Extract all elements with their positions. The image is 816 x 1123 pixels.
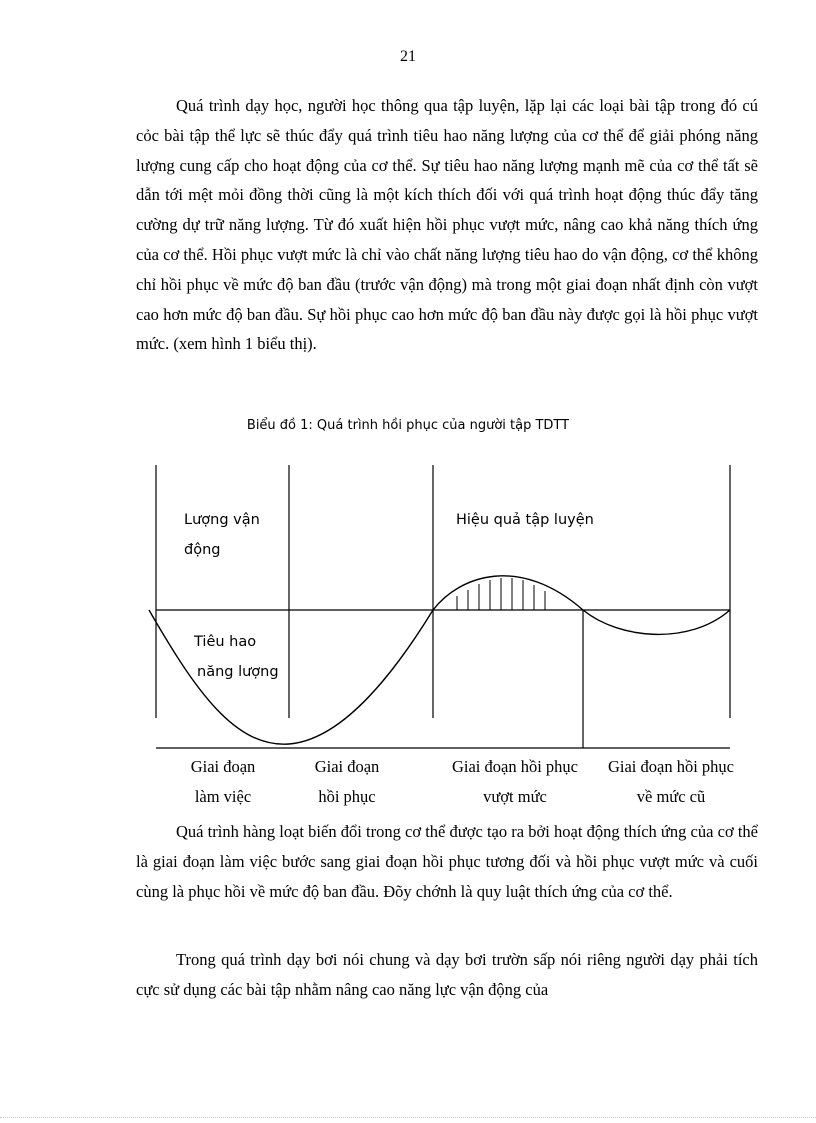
phase-work-line1: Giai đoạn xyxy=(190,757,256,776)
page-bottom-divider xyxy=(0,1117,816,1118)
phase-return-baseline-line1: Giai đoạn hồi phục xyxy=(607,757,734,776)
label-load-line2: động xyxy=(184,542,221,558)
phase-return-baseline xyxy=(586,752,756,812)
phase-recovery-line2: hồi phục xyxy=(318,787,376,806)
label-consume-line2: năng lượng xyxy=(197,664,279,680)
label-consume-line1: Tiêu hao xyxy=(194,634,257,650)
phase-return-baseline-line2: về mức cũ xyxy=(636,787,706,806)
phase-recovery-line1: Giai đoạn xyxy=(314,757,380,776)
phase-supercompensation xyxy=(430,752,600,812)
paragraph-3: Trong quá trình dạy bơi nói chung và dạy bơi trườn sấp nói riêng người dạy phải tích cực sử dụng các bài tập nhằm nâng cao năng lực vận động của xyxy=(136,950,758,999)
recovery-curve xyxy=(149,576,730,744)
phase-work-line2: làm việc xyxy=(194,787,252,806)
label-load-line1: Lượng vận xyxy=(184,512,260,528)
phase-supercompensation-line2: vượt mức xyxy=(483,787,547,806)
diagram-caption: Biểu đồ 1: Quá trình hồi phục của người tập TDTT xyxy=(246,418,570,433)
page-number: 21 xyxy=(400,48,416,65)
paragraph-2: Quá trình hàng loạt biến đổi trong cơ thể được tạo ra bởi hoạt động thích ứng của cơ thể là giai đoạn làm việc bước sang giai đoạn hồi phục tương đối và hồi phục vượt mức và cuối cùng là phục hồi về mức độ ban đầu. Đõy chớnh là quy luật thích ứng của cơ thể. xyxy=(136,822,758,901)
label-effect: Hiệu quả tập luyện xyxy=(456,512,594,528)
phase-supercompensation-line1: Giai đoạn hồi phục xyxy=(451,757,578,776)
phase-recovery xyxy=(262,752,432,812)
recovery-diagram xyxy=(0,450,816,750)
paragraph-1: Quá trình dạy học, người học thông qua tập luyện, lặp lại các loại bài tập trong đó cú cỏc bài tập thể lực sẽ thúc đẩy quá trình tiêu hao năng lượng của cơ thể để giải phóng năng lượng cung cấp cho hoạt động của cơ thể. Sự tiêu hao năng lượng mạnh mẽ của cơ thể tất sẽ dẫn tới mệt mỏi đồng thời cũng là một kích thích đối với quá trình hoạt động thúc đẩy tăng cường dự trữ năng lượng. Từ đó xuất hiện hồi phục vượt mức, nâng cao khả năng thích ứng của cơ thể. Hồi phục vượt mức là chỉ vào chất năng lượng tiêu hao do vận động, cơ thể không chỉ hồi phục về mức độ ban đầu (trước vận động) mà trong một giai đoạn nhất định còn vượt cao hơn mức độ ban đầu. Sự hồi phục cao hơn mức độ ban đầu này được gọi là hồi phục vượt mức. (xem hình 1 biểu thị). xyxy=(136,96,758,354)
